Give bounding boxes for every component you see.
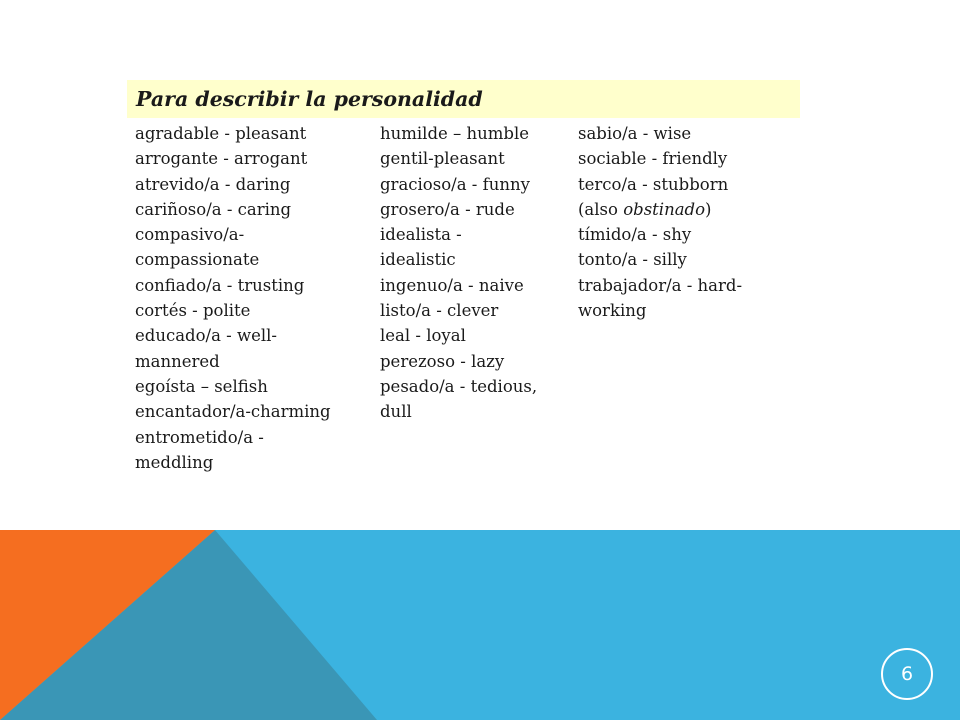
vocab-line: humilde – humble <box>380 124 530 143</box>
vocab-line: mannered <box>135 351 220 371</box>
vocab-line: arrogante - arrogant <box>135 149 308 169</box>
vocab-line: cortés - polite <box>135 301 251 321</box>
vocab-line: working <box>578 301 647 321</box>
vocab-line: meddling <box>135 452 214 472</box>
vocab-line: tonto/a - silly <box>578 250 687 270</box>
vocab-line: atrevido/a - daring <box>135 174 291 194</box>
page-number-badge <box>881 648 933 700</box>
vocab-line: gracioso/a - funny <box>380 174 530 194</box>
vocab-line: leal - loyal <box>380 326 466 346</box>
decorative-band <box>0 530 960 720</box>
vocab-line: gentil-pleasant <box>380 149 505 169</box>
vocab-line: idealistic <box>380 250 456 270</box>
vocab-column-2 <box>380 121 565 425</box>
slide-heading: Para describir la personalidad <box>136 87 483 111</box>
vocab-line: cariñoso/a - caring <box>135 199 292 219</box>
vocab-line-italic: obstinado <box>623 199 706 219</box>
vocab-line: dull <box>380 402 412 422</box>
vocab-line: sociable - friendly <box>578 149 728 169</box>
vocab-line: sabio/a - wise <box>578 124 692 143</box>
vocab-line: educado/a - well- <box>135 326 278 346</box>
vocab-line <box>578 197 788 222</box>
vocab-line: trabajador/a - hard- <box>578 275 743 295</box>
vocab-line: compasivo/a- <box>135 225 245 245</box>
vocab-line: encantador/a-charming <box>135 402 331 422</box>
heading-bar <box>127 80 800 118</box>
vocab-line: grosero/a - rude <box>380 199 515 219</box>
vocab-line-prefix: (also <box>578 199 624 219</box>
vocab-line: tímido/a - shy <box>578 225 692 245</box>
vocab-line: ingenuo/a - naive <box>380 275 524 295</box>
vocab-line: perezoso - lazy <box>380 351 505 371</box>
vocab-line: pesado/a - tedious, <box>380 376 538 396</box>
vocab-line: terco/a - stubborn <box>578 174 729 194</box>
vocab-line: egoísta – selfish <box>135 376 268 396</box>
vocab-line: entrometido/a - <box>135 427 264 447</box>
vocab-line: agradable - pleasant <box>135 124 307 143</box>
vocab-line-suffix: ) <box>705 199 712 219</box>
vocab-line: confiado/a - trusting <box>135 275 305 295</box>
vocab-line: compassionate <box>135 250 260 270</box>
vocab-column-3 <box>578 121 788 323</box>
vocab-column-1 <box>135 121 367 475</box>
vocab-line: listo/a - clever <box>380 301 499 321</box>
page-number: 6 <box>900 663 914 685</box>
vocab-line: idealista - <box>380 225 462 245</box>
